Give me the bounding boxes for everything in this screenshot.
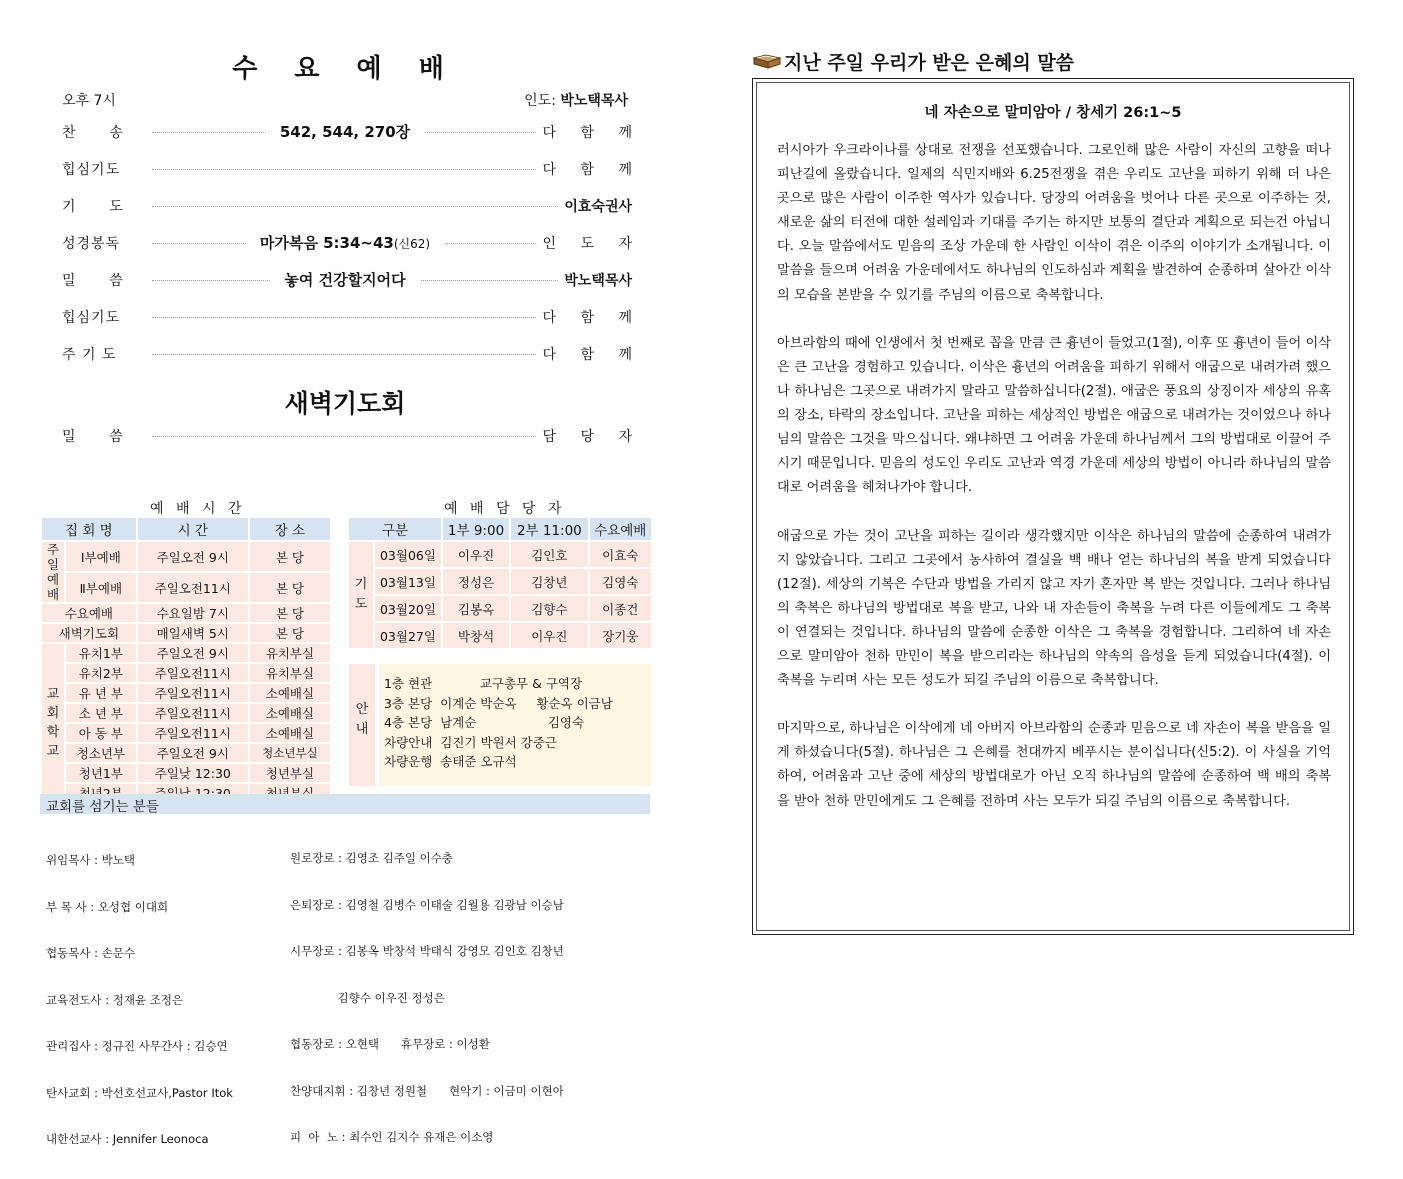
staff-line: 은퇴장로 : 김영철 김병수 이태술 김월용 김광남 이승남 bbox=[290, 897, 564, 912]
sermon-heading-text: 지난 주일 우리가 받은 은혜의 말씀 bbox=[784, 52, 1075, 74]
sermon-paragraph: 아브라함의 때에 인생에서 첫 번째로 꼽을 만큼 큰 흉년이 들었고(1절), 이후 또 흉년이 들어 이삭은 큰 고난을 경험하고 있습니다. 이삭은 흉년의 어려움을 피하기 위해서 애굽으로 내려가려 했으나 하나님은 그곳으로 내려가지 말라고 말씀하십니다(2절). 애굽은 풍요의 상징이자 세상의 유혹의 장소, 타락의 장소입니다. 고난을 피하는 세상적인 방법은 애굽으로 내려가는 것이었으나 하나님의 말씀은 그것을 막으십니다. 왜냐하면 그 어려움 가운데 하나님께서 그의 방법대로 이끌어 주시기 때문입니다. 믿음의 성도인 우리도 고난과 역경 가운데 세상의 방법이 아니라 하나님의 말씀대로 어려움을 헤쳐나가야 합니다. bbox=[777, 335, 1332, 496]
column-header: 집 회 명 bbox=[42, 518, 136, 540]
table-cell: 정성은 bbox=[443, 569, 509, 594]
table-cell: 김창년 bbox=[511, 569, 587, 594]
guide-row: 3층 본당 이계순 박순옥 황순옥 이금남 bbox=[384, 695, 613, 711]
table-cell: 주일오전11시 bbox=[138, 664, 248, 682]
staff-line: 협동목사 : 손문수 bbox=[46, 946, 135, 960]
table-cell: 이종건 bbox=[590, 596, 651, 621]
order-row-prayer-together-2 bbox=[40, 305, 650, 329]
dotted-leader bbox=[152, 317, 568, 318]
guide-row: 차량운행 송태준 오규석 bbox=[384, 754, 517, 769]
scripture-page: (신62) bbox=[393, 237, 431, 251]
prayer-duty-label bbox=[349, 542, 373, 648]
table-cell: 유치부실 bbox=[250, 644, 330, 662]
order-who: 다 함 께 bbox=[537, 122, 642, 142]
order-content: 542, 544, 270장 bbox=[266, 123, 424, 141]
sunday-group-text: 주일예배 bbox=[46, 542, 60, 602]
sermon-box bbox=[752, 78, 1354, 935]
order-label: 밀 씀 bbox=[62, 273, 124, 289]
table-cell: 주일낮 12:30 bbox=[138, 764, 248, 782]
staff-line: 협동장로 : 오현택 휴무장로 : 이성환 bbox=[290, 1037, 490, 1051]
order-who: 담 당 자 bbox=[537, 426, 642, 446]
table-cell: 청소년부실 bbox=[250, 744, 330, 762]
table-cell: 이우진 bbox=[511, 623, 587, 648]
table-cell: 김향수 bbox=[511, 596, 587, 621]
sermon-title: 네 자손으로 말미암아 / 창세기 26:1~5 bbox=[924, 105, 1182, 121]
table-cell: 주일오전 9시 bbox=[138, 644, 248, 662]
leader-name: 박노택목사 bbox=[560, 93, 628, 109]
table-cell: 유치부실 bbox=[250, 664, 330, 682]
order-label: 힙심기도 bbox=[62, 310, 121, 326]
school-group-label bbox=[42, 644, 64, 802]
table-cell: 청년1부 bbox=[66, 764, 136, 782]
order-label: 주 기 도 bbox=[62, 347, 117, 363]
table-cell: 김봉옥 bbox=[443, 596, 509, 621]
staff-line: 관리집사 : 정규진 사무간사 : 김승연 bbox=[46, 1039, 228, 1053]
table-cell: 주일오전11시 bbox=[138, 724, 248, 742]
table-cell: 유 년 부 bbox=[66, 684, 136, 702]
sermon-paragraph: 마지막으로, 하나님은 이삭에게 네 아버지 아브라함의 순종과 믿음으로 네 자손이 복을 받음을 일게 하셨습니다(5절). 하나님은 그 은혜를 천대까지 베푸시는 분이십니다(신5:2). 이 사실을 기억하여, 어려움과 고난 중에 세상의 방법대로가 아닌 오직 하나님의 말씀에 순종하여 백 배의 축복을 받아 천하 만민에게도 그 은혜를 전하며 사는 모두가 되길 주님의 이름으로 축복합니다. bbox=[777, 721, 1331, 809]
schedule-caption: 예 배 시 간 bbox=[150, 501, 246, 517]
book-icon bbox=[752, 52, 782, 72]
table-cell: 장기웅 bbox=[590, 623, 651, 648]
staff-line: 김향수 이우진 정성은 bbox=[290, 990, 445, 1005]
dotted-leader bbox=[152, 354, 568, 355]
table-cell: 03월27일 bbox=[375, 623, 441, 648]
table-cell: 소예배실 bbox=[250, 684, 330, 702]
order-label: 기 도 bbox=[62, 199, 124, 215]
service-leader bbox=[524, 90, 628, 110]
table-cell: 주일오전11시 bbox=[138, 704, 248, 722]
sunday-group-label bbox=[42, 542, 64, 602]
wednesday-service-title: 수 요 예 배 bbox=[232, 54, 458, 84]
bulletin-left-page bbox=[40, 48, 650, 1146]
sermon-paragraph: 애굽으로 가는 것이 고난을 피하는 길이라 생각했지만 이삭은 하나님의 말씀에 순종하여 내려가지 않았습니다. 그리고 그곳에서 농사하여 결실을 백 배나 얻는 하나님의 복을 받게 되었습니다(12절). 세상의 기복은 수단과 방법을 가리지 않고 자기 혼자만 복 받는 것입니다. 그러나 하나님의 축복은 하나님의 방법대로 복을 받고, 나와 내 자손들이 축복을 누려 다른 이들에게도 그 축복이 연결되는 것입니다. 하나님의 말씀에 순종한 이삭은 그 축복을 경험합니다. 그리하여 네 자손으로 말미암아 천하 만민이 복을 받으리라는 하나님의 약속의 음성을 듣게 되었습니다(4절). 이 축복을 누리며 사는 모든 성도가 되길 주님의 이름으로 축복합니다. bbox=[777, 528, 1331, 689]
order-label: 힙심기도 bbox=[62, 162, 121, 178]
order-who: 다 함 께 bbox=[537, 344, 642, 364]
column-header: 시 간 bbox=[138, 518, 248, 540]
guide-label-text: 안내 bbox=[355, 702, 369, 737]
order-who: 이효숙권사 bbox=[558, 196, 632, 216]
table-cell: 청소년부 bbox=[66, 744, 136, 762]
column-header: 수요예배 bbox=[590, 518, 651, 540]
order-label: 찬 송 bbox=[62, 125, 124, 141]
guide-label bbox=[349, 664, 375, 786]
order-row-prayer bbox=[40, 194, 650, 218]
order-row-scripture bbox=[40, 231, 650, 255]
column-header: 구분 bbox=[349, 518, 441, 540]
staff-line: 위임목사 : 박노택 bbox=[46, 853, 135, 867]
staff-line: 탄사교회 : 박선호선교사,Pastor Itok bbox=[46, 1085, 233, 1100]
table-cell: 주일오전 9시 bbox=[138, 744, 248, 762]
duty-caption: 예 배 담 당 자 bbox=[444, 501, 566, 517]
order-who: 박노택목사 bbox=[558, 270, 632, 290]
order-row-sermon bbox=[40, 268, 650, 292]
table-cell: Ⅰ부예배 bbox=[66, 542, 136, 571]
schedule-table bbox=[40, 516, 332, 804]
column-header: 2부 11:00 bbox=[511, 518, 587, 540]
leader-label: 인도: bbox=[524, 93, 556, 109]
table-cell: 수요예배 bbox=[42, 604, 136, 622]
service-time: 오후 7시 bbox=[62, 93, 116, 109]
column-header: 1부 9:00 bbox=[443, 518, 509, 540]
servants-title: 교회를 섬기는 분들 bbox=[40, 794, 650, 814]
table-cell: 소 년 부 bbox=[66, 704, 136, 722]
dawn-order-row bbox=[40, 424, 650, 448]
staff-line: 내한선교사 : Jennifer Leonoca bbox=[46, 1132, 209, 1146]
order-content bbox=[246, 234, 444, 252]
duty-table bbox=[347, 516, 653, 650]
table-cell: 김인호 bbox=[511, 542, 587, 567]
staff-list-left bbox=[46, 822, 233, 1179]
order-who: 인 도 자 bbox=[537, 233, 642, 253]
order-label: 성경봉독 bbox=[62, 236, 121, 252]
scripture-ref: 마가복음 5:34~43 bbox=[259, 234, 394, 252]
table-cell: 본 당 bbox=[250, 624, 330, 642]
sermon-inner-border bbox=[756, 82, 1350, 931]
table-cell: 김영숙 bbox=[590, 569, 651, 594]
table-cell: Ⅱ부예배 bbox=[66, 573, 136, 602]
table-cell: 유치1부 bbox=[66, 644, 136, 662]
table-cell: 청년부실 bbox=[250, 764, 330, 782]
table-cell: 새벽기도회 bbox=[42, 624, 136, 642]
guide-body bbox=[379, 664, 651, 786]
order-row-lords-prayer bbox=[40, 342, 650, 366]
staff-line: 교육전도사 : 정재윤 조정은 bbox=[46, 992, 184, 1007]
table-cell: 이효숙 bbox=[590, 542, 651, 567]
staff-line: 찬양대지휘 : 김창년 정원철 현악기 : 이금미 이현아 bbox=[290, 1083, 564, 1098]
school-group-text: 교회학교 bbox=[46, 687, 60, 759]
table-cell: 수요일밤 7시 bbox=[138, 604, 248, 622]
table-cell: 03월13일 bbox=[375, 569, 441, 594]
dawn-prayer-title: 새벽기도회 bbox=[284, 389, 406, 418]
order-who: 다 함 께 bbox=[537, 159, 642, 179]
dotted-leader bbox=[152, 206, 568, 207]
order-content: 놓여 건강할지어다 bbox=[270, 271, 419, 289]
table-cell: 주일오전11시 bbox=[138, 573, 248, 602]
order-row-prayer-together bbox=[40, 157, 650, 181]
dotted-leader bbox=[152, 169, 568, 170]
table-cell: 03월06일 bbox=[375, 542, 441, 567]
usher-guide-box bbox=[347, 662, 653, 788]
table-cell: 주일오전11시 bbox=[138, 684, 248, 702]
guide-row: 차량안내 김진기 박원서 강중근 bbox=[384, 734, 557, 750]
table-cell: 본 당 bbox=[250, 573, 330, 602]
table-cell: 아 동 부 bbox=[66, 724, 136, 742]
prayer-duty-text: 기도 bbox=[354, 577, 368, 612]
staff-line: 시무장로 : 김봉옥 박창석 박태식 강영모 김인호 김창년 bbox=[290, 944, 564, 958]
table-cell: 소예배실 bbox=[250, 724, 330, 742]
staff-list-right bbox=[290, 820, 564, 1177]
guide-row: 4층 본당 남계순 김영숙 bbox=[384, 715, 585, 730]
table-cell: 박창석 bbox=[443, 623, 509, 648]
dotted-leader bbox=[152, 436, 568, 437]
order-who: 다 함 께 bbox=[537, 307, 642, 327]
table-cell: 주일오전 9시 bbox=[138, 542, 248, 571]
staff-line: 원로장로 : 김영조 김주일 이수충 bbox=[290, 851, 453, 865]
guide-row: 1층 현관 교구총무 & 구역장 bbox=[384, 676, 583, 691]
table-cell: 03월20일 bbox=[375, 596, 441, 621]
table-cell: 소예배실 bbox=[250, 704, 330, 722]
table-cell: 본 당 bbox=[250, 604, 330, 622]
staff-line: 부 목 사 : 오성협 이대희 bbox=[46, 899, 169, 914]
table-cell: 본 당 bbox=[250, 542, 330, 571]
order-label: 밀 씀 bbox=[62, 429, 124, 445]
table-cell: 이우진 bbox=[443, 542, 509, 567]
table-cell: 유치2부 bbox=[66, 664, 136, 682]
order-row-hymn bbox=[40, 120, 650, 144]
staff-line: 피 아 노 : 최수인 김지수 유재은 이소영 bbox=[290, 1130, 494, 1144]
table-cell: 매일새벽 5시 bbox=[138, 624, 248, 642]
sermon-body bbox=[777, 139, 1331, 838]
sermon-section-heading bbox=[752, 48, 1074, 75]
sermon-paragraph: 러시아가 우크라이나를 상대로 전쟁을 선포했습니다. 그로인해 많은 사람이 자신의 고향을 떠나 피난길에 올랐습니다. 일제의 식민지배와 6.25전쟁을 겪은 우리도 고난을 피하기 위해 더 나은 곳으로 많은 사람이 이주한 역사가 있습니다. 당장의 어려움을 벗어나 다른 곳으로 이주하는 것, 새로운 삶의 터전에 대한 설레임과 기대를 주기는 하지만 보통의 결단과 계획으로 되는건 아닙니다. 오늘 말씀에서도 믿음의 조상 가운데 한 사람인 이삭이 겪은 이주의 이야기가 소개됩니다. 이 말씀을 들으며 어려움 가운데에서도 하나님의 인도하심과 계획을 발견하여 순종하며 살아간 이삭의 모습을 본받을 수 있기를 주님의 이름으로 축복합니다. bbox=[777, 143, 1331, 303]
column-header: 장 소 bbox=[250, 518, 330, 540]
